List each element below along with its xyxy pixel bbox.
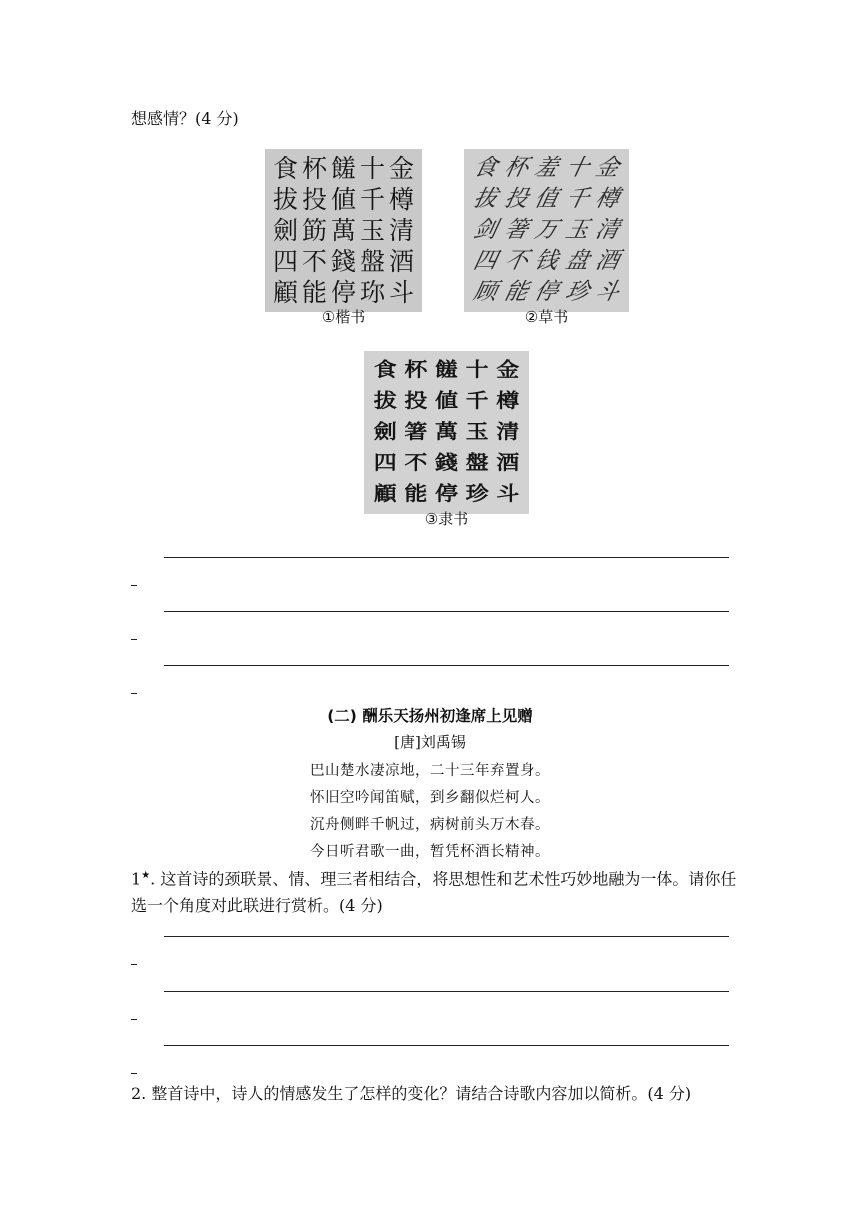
answer-line[interactable]	[164, 991, 729, 992]
calligraphy-glyph: 羞	[532, 155, 561, 181]
calligraphy-glyph: 筯	[301, 216, 327, 245]
calligraphy-glyph: 樽	[388, 185, 414, 214]
calligraphy-glyph: 万	[532, 217, 561, 243]
calligraphy-glyph: 盤	[359, 247, 385, 276]
calligraphy-glyph: 投	[301, 185, 327, 214]
calligraphy-glyph: 玉	[465, 421, 489, 444]
calligraphy-glyph: 箸	[501, 217, 531, 243]
calligraphy-glyph: 玉	[562, 217, 592, 243]
calligraphy-glyph: 拔	[373, 390, 397, 413]
question-1-text: . 这首诗的颈联景、情、理三者相结合，将思想性和艺术性巧妙地融为一体。请你任选一个角度对此联进行赏析。(4 分)	[131, 869, 737, 916]
calligraphy-glyph: 十	[359, 154, 385, 183]
caoshu-calligraphy-image	[464, 149, 629, 312]
calligraphy-glyph: 酒	[496, 452, 520, 475]
calligraphy-glyph: 金	[496, 359, 520, 382]
calligraphy-glyph: 饈	[435, 359, 459, 382]
poem-author: [唐]刘禹锡	[394, 733, 466, 751]
calligraphy-glyph: 樽	[593, 186, 623, 212]
caoshu-caption: ②草书	[524, 308, 569, 326]
calligraphy-glyph: 金	[593, 155, 623, 181]
calligraphy-glyph: 斗	[496, 483, 520, 506]
calligraphy-glyph: 樽	[496, 390, 520, 413]
calligraphy-glyph: 萬	[435, 421, 459, 444]
line-dash	[131, 585, 137, 586]
calligraphy-glyph: 食	[373, 359, 397, 382]
calligraphy-glyph: 錢	[330, 247, 356, 276]
calligraphy-glyph: 錢	[435, 452, 459, 475]
calligraphy-glyph: 珎	[359, 278, 385, 307]
lishu-caption: ③隶书	[424, 510, 469, 528]
calligraphy-glyph: 値	[330, 185, 356, 214]
calligraphy-glyph: 食	[471, 155, 500, 181]
answer-line[interactable]	[164, 557, 729, 558]
calligraphy-glyph: 珍	[465, 483, 489, 506]
line-dash	[131, 1073, 137, 1074]
answer-line[interactable]	[164, 936, 729, 937]
calligraphy-glyph: 钱	[532, 248, 561, 274]
calligraphy-glyph: 千	[465, 390, 489, 413]
section-title: (二) 酬乐天扬州初逢席上见赠	[327, 707, 533, 725]
calligraphy-glyph: 值	[532, 186, 561, 212]
calligraphy-glyph: 拔	[272, 185, 298, 214]
kaishu-caption: ①楷书	[321, 308, 366, 326]
star-mark: ★	[141, 870, 151, 881]
question-1	[131, 862, 741, 919]
calligraphy-glyph: 杯	[301, 154, 327, 183]
calligraphy-glyph: 金	[388, 154, 414, 183]
calligraphy-glyph: 劍	[373, 421, 397, 444]
calligraphy-glyph: 不	[404, 452, 428, 475]
calligraphy-glyph: 斗	[388, 278, 414, 307]
calligraphy-glyph: 四	[471, 248, 500, 274]
calligraphy-glyph: 停	[532, 279, 561, 305]
calligraphy-glyph: 顧	[373, 483, 397, 506]
calligraphy-glyph: 酒	[593, 248, 623, 274]
calligraphy-glyph: 清	[496, 421, 520, 444]
poem-line: 巴山楚水凄凉地，二十三年弃置身。	[310, 763, 550, 779]
poem-line: 沉舟侧畔千帆过，病树前头万木春。	[310, 817, 550, 833]
calligraphy-glyph: 四	[272, 247, 298, 276]
calligraphy-glyph: 杯	[501, 155, 531, 181]
calligraphy-glyph: 能	[404, 483, 428, 506]
calligraphy-glyph: 十	[465, 359, 489, 382]
kaishu-calligraphy-image	[265, 149, 422, 312]
calligraphy-glyph: 停	[435, 483, 459, 506]
calligraphy-glyph: 食	[272, 154, 298, 183]
calligraphy-glyph: 停	[330, 278, 356, 307]
calligraphy-glyph: 盤	[465, 452, 489, 475]
calligraphy-glyph: 饈	[330, 154, 356, 183]
calligraphy-glyph: 清	[388, 216, 414, 245]
calligraphy-glyph: 投	[404, 390, 428, 413]
calligraphy-glyph: 能	[501, 279, 531, 305]
calligraphy-glyph: 杯	[404, 359, 428, 382]
calligraphy-glyph: 千	[359, 185, 385, 214]
line-dash	[131, 693, 137, 694]
calligraphy-glyph: 投	[501, 186, 531, 212]
calligraphy-glyph: 千	[562, 186, 592, 212]
calligraphy-glyph: 盘	[562, 248, 592, 274]
line-dash	[131, 639, 137, 640]
calligraphy-glyph: 剑	[471, 217, 500, 243]
calligraphy-glyph: 顧	[272, 278, 298, 307]
poem-line: 今日听君歌一曲，暂凭杯酒长精神。	[310, 844, 550, 860]
answer-line[interactable]	[164, 1045, 729, 1046]
lishu-calligraphy-image	[364, 351, 529, 514]
calligraphy-glyph: 能	[301, 278, 327, 307]
calligraphy-glyph: 清	[593, 217, 623, 243]
question-1-number: 1	[131, 869, 142, 889]
calligraphy-glyph: 不	[301, 247, 327, 276]
calligraphy-glyph: 玉	[359, 216, 385, 245]
calligraphy-glyph: 拔	[471, 186, 500, 212]
question-2: 2. 整首诗中，诗人的情感发生了怎样的变化？请结合诗歌内容加以简析。(4 分)	[131, 1084, 692, 1103]
calligraphy-glyph: 不	[501, 248, 531, 274]
calligraphy-glyph: 値	[435, 390, 459, 413]
answer-line[interactable]	[164, 611, 729, 612]
calligraphy-glyph: 斗	[593, 279, 623, 305]
calligraphy-glyph: 劍	[272, 216, 298, 245]
calligraphy-glyph: 酒	[388, 247, 414, 276]
poem-line: 怀旧空吟闻笛赋，到乡翻似烂柯人。	[310, 790, 550, 806]
calligraphy-glyph: 十	[562, 155, 592, 181]
calligraphy-glyph: 箸	[404, 421, 428, 444]
answer-line[interactable]	[164, 665, 729, 666]
calligraphy-glyph: 珍	[562, 279, 592, 305]
calligraphy-glyph: 顾	[471, 279, 500, 305]
question-intro-text: 想感情？(4 分)	[131, 109, 239, 128]
calligraphy-glyph: 萬	[330, 216, 356, 245]
calligraphy-glyph: 四	[373, 452, 397, 475]
line-dash	[131, 1019, 137, 1020]
line-dash	[131, 964, 137, 965]
